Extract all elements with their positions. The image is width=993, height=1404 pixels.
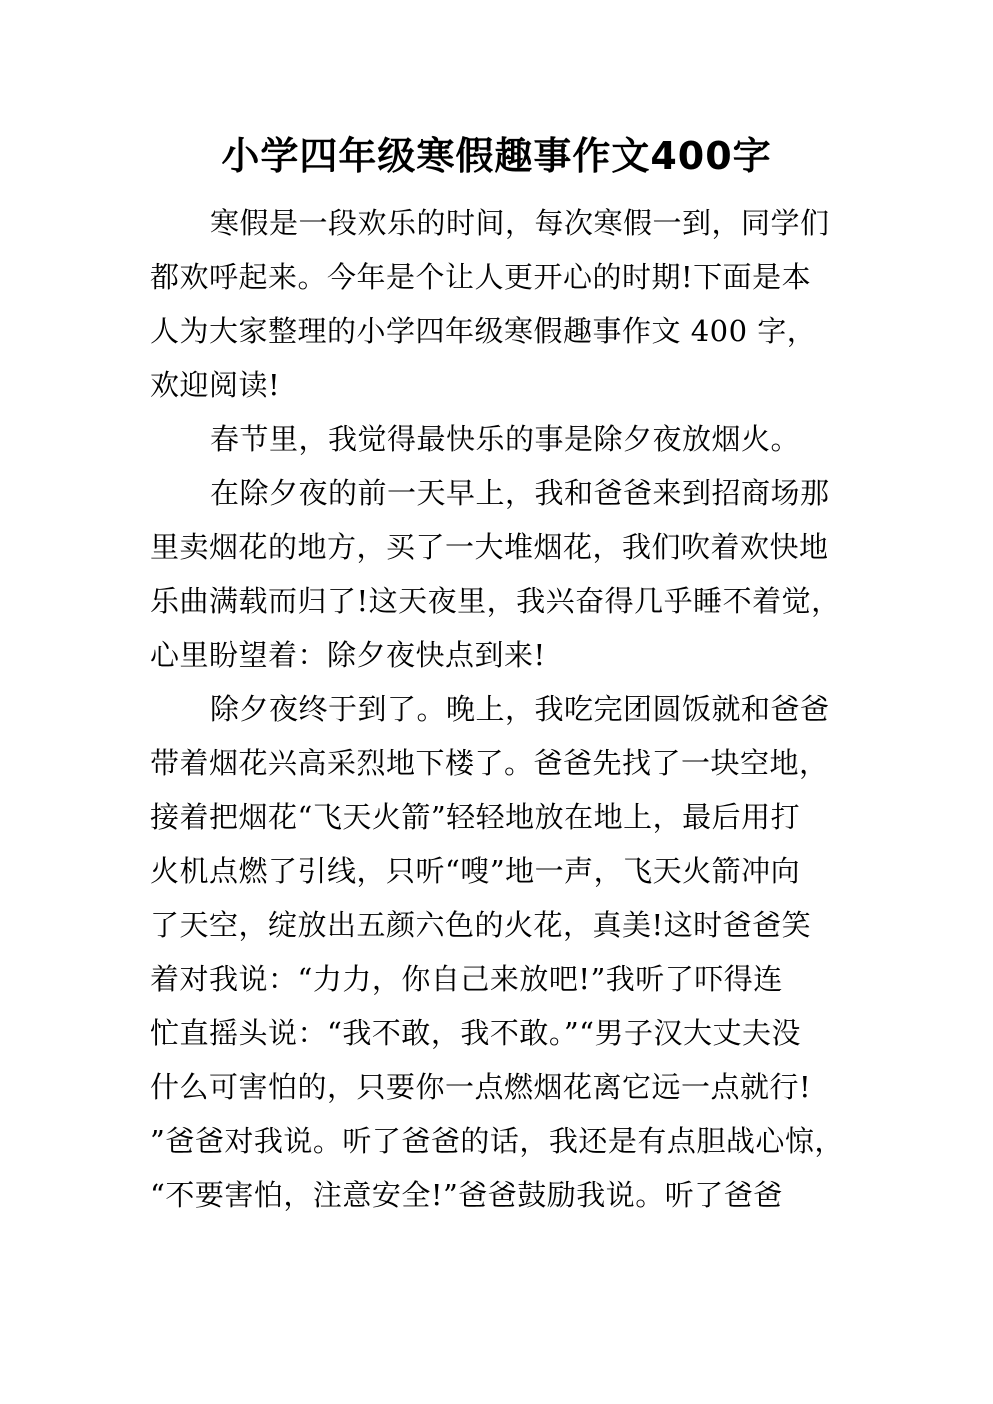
paragraph-line: 着对我说：“力力，你自己来放吧!”我听了吓得连 bbox=[150, 962, 783, 996]
paragraph-line: 寒假是一段欢乐的时间，每次寒假一到，同学们 bbox=[210, 206, 830, 240]
paragraph-line: 在除夕夜的前一天早上，我和爸爸来到招商场那 bbox=[210, 476, 830, 510]
document-body bbox=[150, 196, 870, 1222]
paragraph-line: 欢迎阅读! bbox=[150, 368, 281, 402]
paragraph-line: 除夕夜终于到了。晚上，我吃完团圆饭就和爸爸 bbox=[210, 692, 830, 726]
paragraph-line: 带着烟花兴高采烈地下楼了。爸爸先找了一块空地， bbox=[150, 746, 829, 780]
paragraph-line: 人为大家整理的小学四年级寒假趣事作文 400 字， bbox=[150, 314, 817, 348]
paragraph-line: 都欢呼起来。今年是个让人更开心的时期!下面是本 bbox=[150, 260, 812, 294]
paragraph-line: 心里盼望着：除夕夜快点到来! bbox=[150, 638, 546, 672]
paragraph-line: 乐曲满载而归了!这天夜里，我兴奋得几乎睡不着觉， bbox=[150, 584, 841, 618]
paragraph-line: 春节里，我觉得最快乐的事是除夕夜放烟火。 bbox=[210, 422, 801, 456]
paragraph-line: 里卖烟花的地方，买了一大堆烟花，我们吹着欢快地 bbox=[150, 530, 829, 564]
paragraph-line: ”爸爸对我说。听了爸爸的话，我还是有点胆战心惊， bbox=[150, 1124, 844, 1158]
paragraph-line: “不要害怕，注意安全!”爸爸鼓励我说。听了爸爸 bbox=[150, 1178, 783, 1212]
paragraph-line: 忙直摇头说：“我不敢，我不敢。”“男子汉大丈夫没 bbox=[150, 1016, 801, 1050]
paragraph-line: 火机点燃了引线，只听“嗖”地一声，飞天火箭冲向 bbox=[150, 854, 801, 888]
paragraph-line: 接着把烟花“飞天火箭”轻轻地放在地上，最后用打 bbox=[150, 800, 801, 834]
paragraph-line: 了天空，绽放出五颜六色的火花，真美!这时爸爸笑 bbox=[150, 908, 812, 942]
document-title: 小学四年级寒假趣事作文400字 bbox=[221, 134, 772, 178]
paragraph-line: 什么可害怕的，只要你一点燃烟花离它远一点就行! bbox=[150, 1070, 812, 1104]
